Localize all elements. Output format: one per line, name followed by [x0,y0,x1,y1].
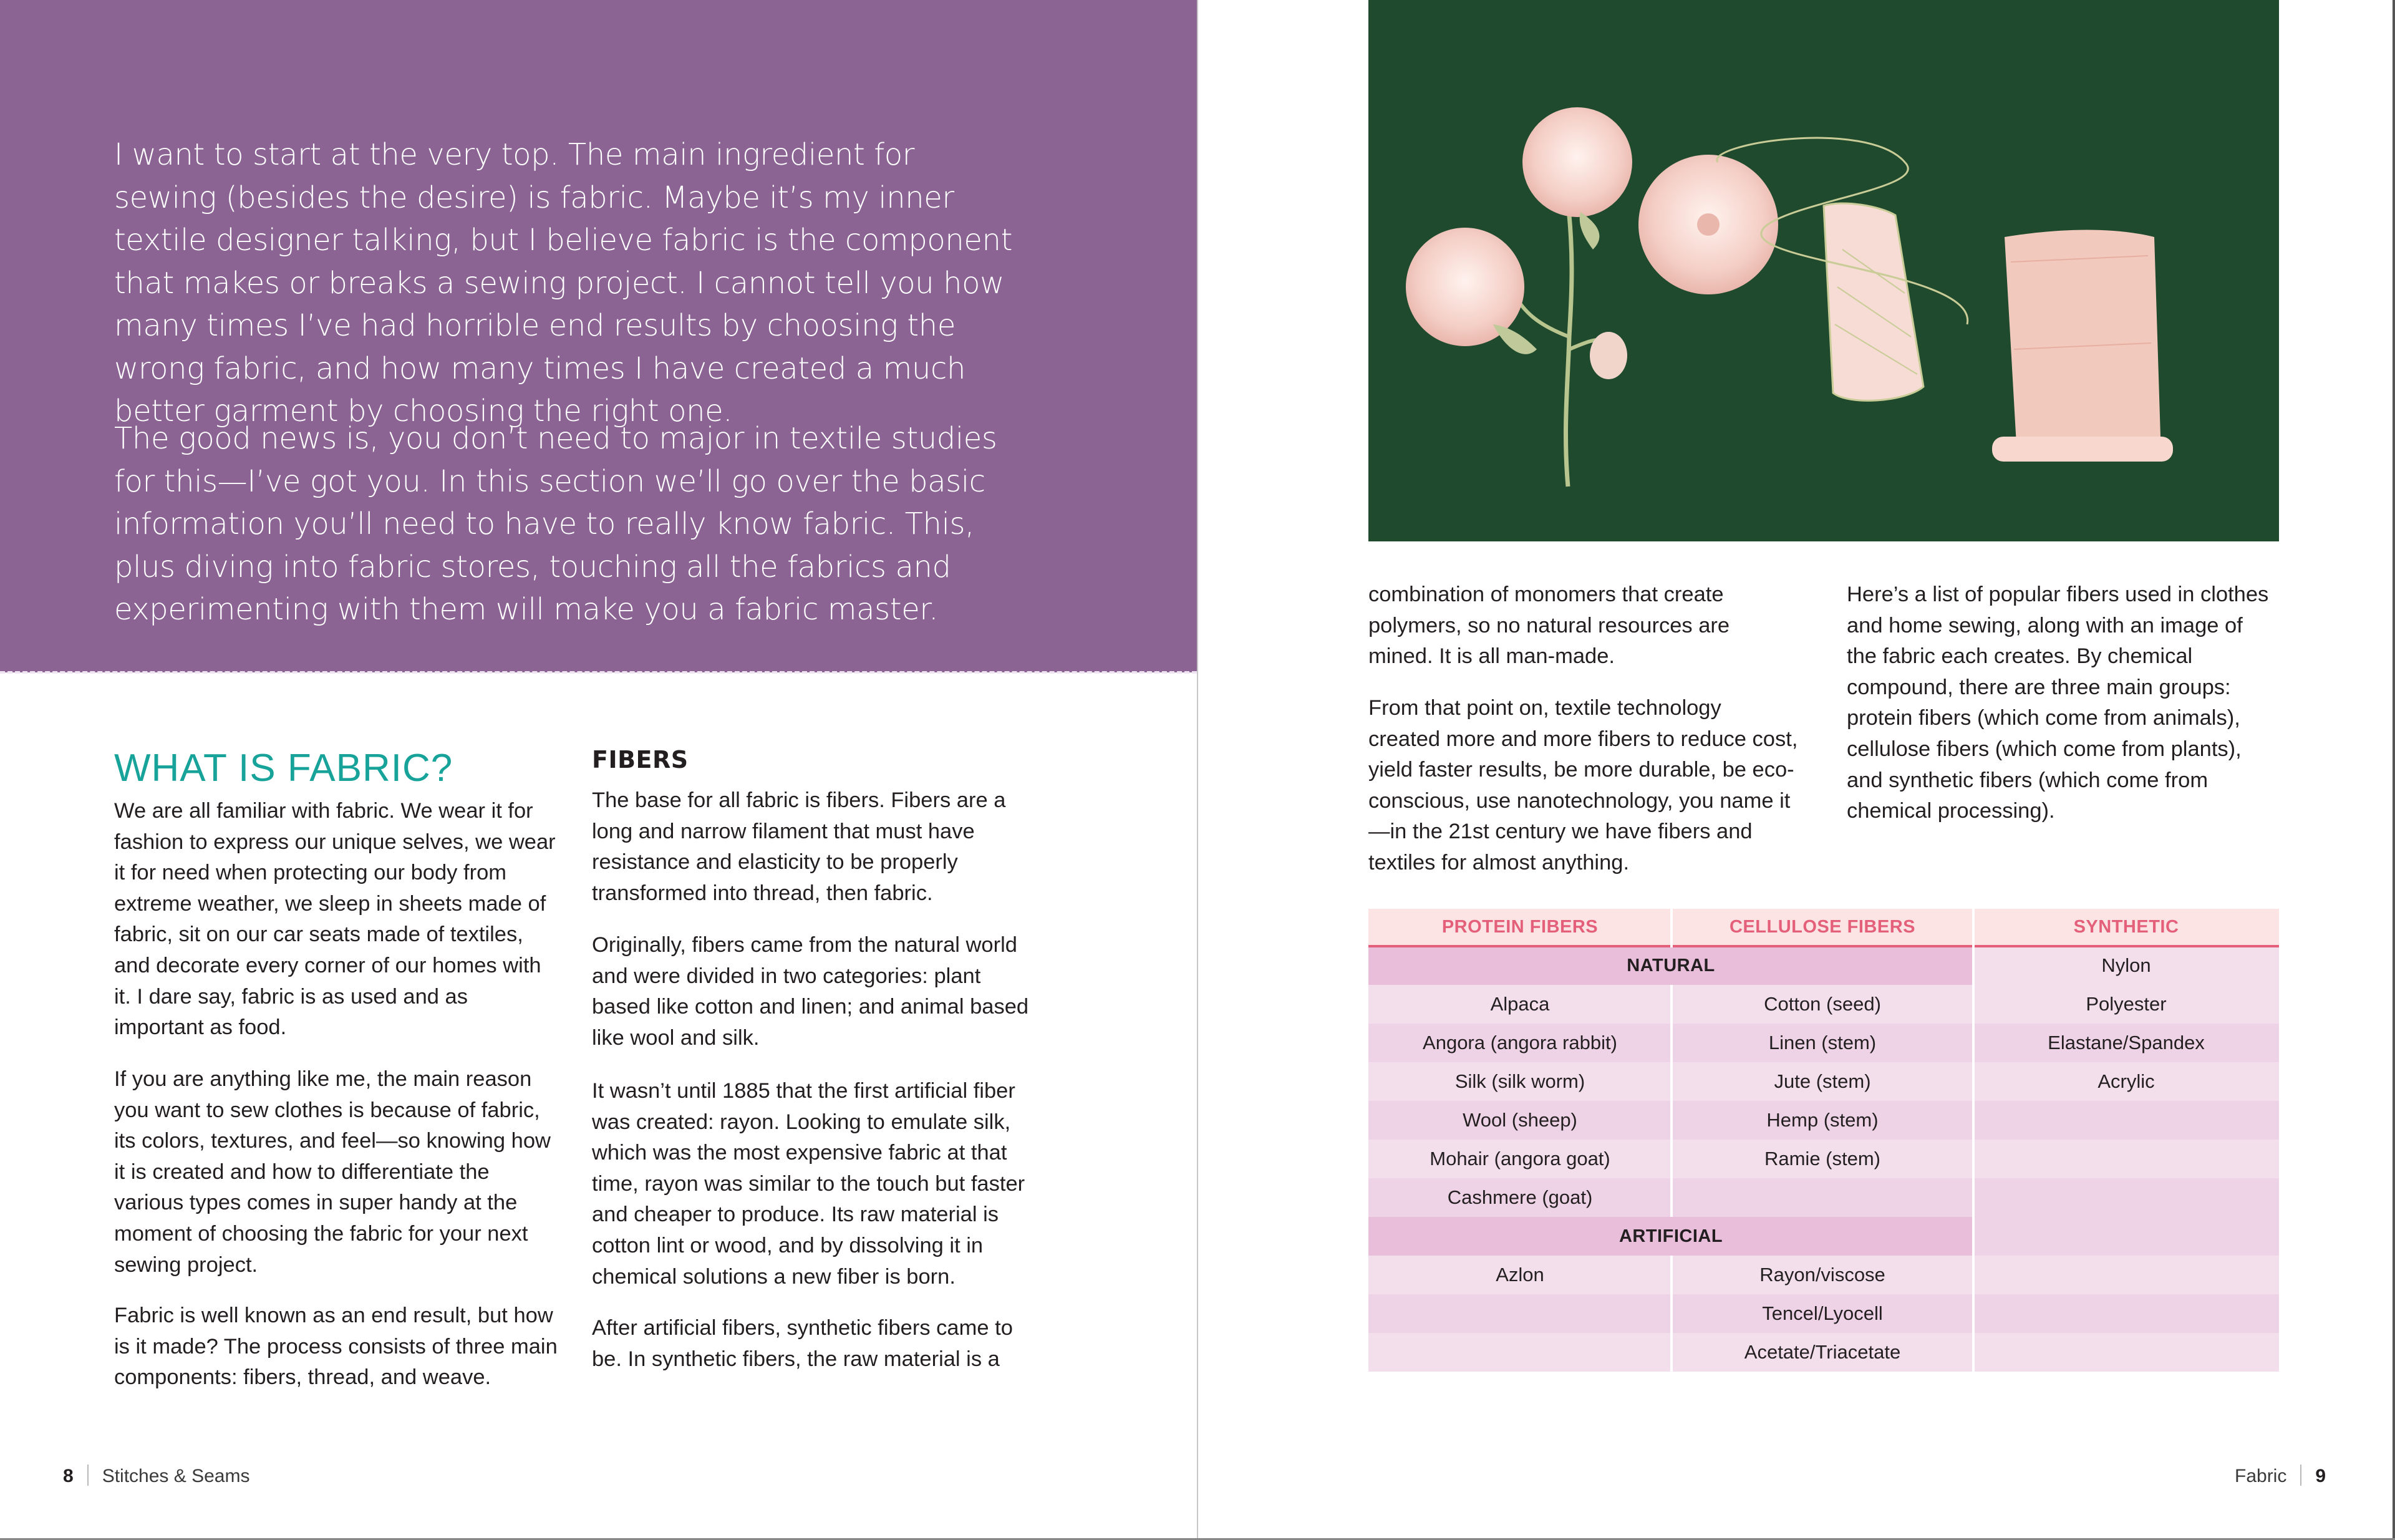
page-number: 9 [2315,1466,2326,1486]
table-cell: Jute (stem) [1774,1070,1871,1092]
subsection-title: FIBERS [592,746,689,773]
body-paragraph: combination of monomers that create polymers, so no natural resources are mined. It is all man-made. [1368,583,1730,669]
footer-separator [87,1465,89,1486]
table-group-label: ARTIFICIAL [1618,1226,1723,1246]
table-cell: Acrylic [2097,1070,2155,1092]
cotton-boll-icon [1638,155,1778,294]
section-title: WHAT IS FABRIC? [114,747,453,790]
page-footer [2235,1465,2326,1487]
table-cell: Hemp (stem) [1766,1109,1879,1131]
table-cell: Linen (stem) [1768,1032,1877,1053]
table-cell: Tencel/Lyocell [1762,1302,1883,1324]
body-paragraph: Fabric is well known as an end result, but how is it made? The process consists of three main components: fibers, thread, and weave. [114,1304,558,1390]
cotton-thread-fabric-drawing [1368,0,2279,541]
table-cell: Mohair (angora goat) [1430,1148,1610,1170]
table-header: CELLULOSE FIBERS [1729,917,1915,937]
body-paragraph: Originally, fibers came from the natural world and were divided in two categories: plant based like cotton and linen; and animal based like wool and silk. [592,933,1029,1050]
left-page [0,0,1197,1540]
body-paragraph: The base for all fabric is fibers. Fibers are a long and narrow filament that must have resistance and elasticity to be properly transformed into thread, then fabric. [592,788,1006,905]
page-footer [63,1465,249,1487]
intro-paragraph: I want to start at the very top. The main ingredient for sewing (besides the desire) is fabric. Maybe it’s my inner textile designer talking, but I believe fabric is the component that makes or breaks a sewing project. I cannot tell you how many times I’ve had horrible end results by choosing the wrong fabric, and how many times I have created a much better garment by choosing the right one. [114,137,1012,429]
table-cell: Alpaca [1490,993,1550,1015]
table-header: PROTEIN FIBERS [1441,917,1599,937]
body-paragraph: If you are anything like me, the main reason you want to sew clothes is because of fabric, its colors, textures, and feel—so knowing how it is created and how to differentiate the various types comes in super handy at the moment of choosing the fabric for your next sewing project. [114,1067,551,1277]
body-paragraph: From that point on, textile technology created more and more fibers to reduce cost, yield faster results, be more durable, be eco-conscious, use nanotechnology, you name it—in the 21st century we have fibers and textiles for almost anything. [1368,696,1798,874]
intro-paragraph: The good news is, you don’t need to major in textile studies for this—I’ve got you. In this section we’ll go over the basic information you’ll need to have to really know fabric. This, plus diving into fabric stores, touching all the fabrics and experimenting with them will make you a fabric master. [114,421,997,627]
chapter-title: Fabric [2235,1466,2287,1486]
table-cell: Elastane/Spandex [2048,1032,2205,1053]
table-cell: Acetate/Triacetate [1744,1341,1901,1363]
right-page [1198,0,2395,1540]
table-cell: Cotton (seed) [1764,993,1881,1015]
table-cell: Cashmere (goat) [1447,1186,1593,1208]
table-cell: Azlon [1496,1264,1544,1286]
fiber-illustration [1368,0,2279,541]
cotton-plant-icon [1406,107,1632,487]
table-cell: Polyester [2086,993,2167,1015]
intro-panel [0,0,1197,672]
body-paragraph: Here’s a list of popular fibers used in clothes and home sewing, along with an image of the fabric each creates. By chemical compound, there are three main groups: protein fibers (which come from animals), cellulose fibers (which come from plants), and synthetic fibers (which come from chemical processing). [1847,583,2269,823]
fabric-roll-icon [1992,230,2173,462]
table-cell [1368,1295,1672,1332]
table-cell: Silk (silk worm) [1454,1070,1585,1092]
table-cell: Rayon/viscose [1759,1264,1885,1286]
table-cell: Nylon [2101,954,2151,976]
footer-separator [2300,1465,2301,1486]
dashed-divider [0,671,1197,674]
page-edge [2393,0,2395,1540]
body-paragraph: We are all familiar with fabric. We wear it for fashion to express our unique selves, we wear it for need when protecting our body from extreme weather, we sleep in sheets made of fabric, sit on our car seats made of textiles, and decorate every corner of our homes with it. I dare say, fabric is as used and as important as food. [114,799,556,1040]
page-number: 8 [63,1466,74,1486]
table-cell: Wool (sheep) [1463,1109,1577,1131]
book-title: Stitches & Seams [102,1466,250,1486]
table-cell: Angora (angora rabbit) [1423,1032,1617,1053]
table-cell [1368,1334,1672,1370]
body-paragraph: After artificial fibers, synthetic fibers came to be. In synthetic fibers, the raw material is a [592,1316,1013,1371]
body-paragraph: It wasn’t until 1885 that the first artificial fiber was created: rayon. Looking to emulate silk, which was the most expensive fabric at that time, rayon was similar to the touch but faster and cheaper to produce. Its raw material is cotton lint or wood, and by dissolving it in chemical solutions a new fiber is born. [592,1079,1025,1289]
table-cell [1672,1179,1973,1216]
table-cell: Ramie (stem) [1764,1148,1880,1170]
fiber-table [1368,909,2279,1372]
table-group-label: NATURAL [1627,956,1715,976]
table-header: SYNTHETIC [2073,917,2179,937]
